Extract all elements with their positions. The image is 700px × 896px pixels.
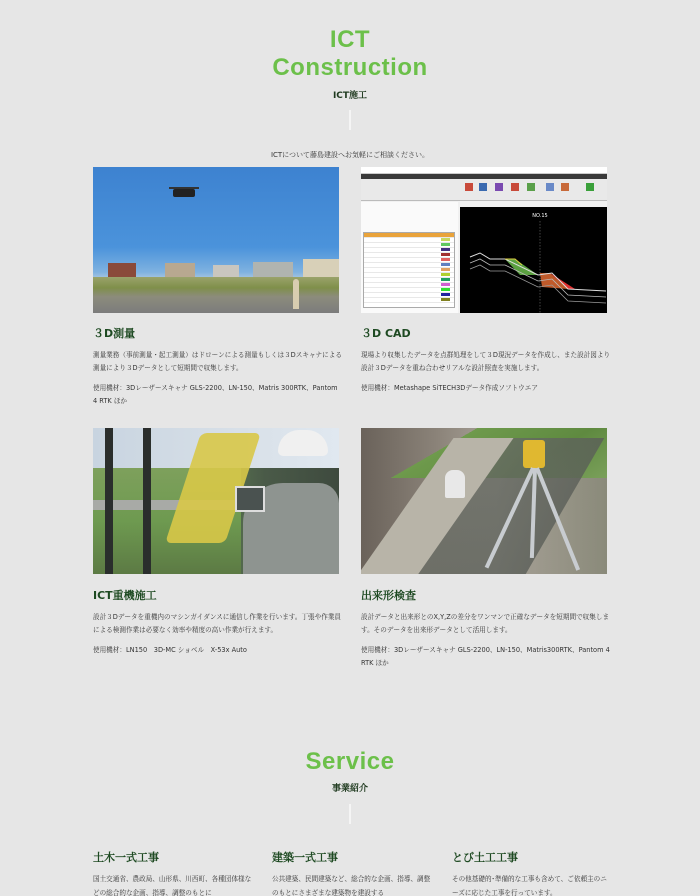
card-text-3d-survey: 測量業務（事前測量・起工測量）はドローンによる測量もしくは３Dスキャナによる測量により３Dデータとして短期間で収集します。 (93, 351, 342, 372)
guidance-tablet (235, 486, 265, 512)
service-subtitle: 事業紹介 (331, 784, 368, 794)
card-spec-ict-machine: 使用機材：LN150 3D-MC ショベル X-53x Auto (93, 646, 247, 654)
section-divider (349, 110, 351, 130)
as-built-inspection-photo (361, 428, 607, 574)
card-text-3d-cad: 現場より収集したデータを点群処理をして３D現況データを作成し、また設計図より設計３Dデータを重ね合わせリアルな設計照査を実施します。 (361, 351, 611, 372)
service-title-civil: 土木一式工事 (93, 851, 159, 864)
cad-software-screenshot (361, 167, 607, 313)
cad-property-pane (361, 202, 458, 313)
surveyor-figure (445, 470, 465, 498)
service-title-building: 建築一式工事 (272, 851, 338, 864)
cad-cross-section-view (460, 207, 607, 313)
service-text-building: 公共建築、民間建築など、総合的な企画、指導、調整のもとにさまざまな建築物を建設する (272, 875, 431, 896)
card-spec-as-built: 使用機材：3Dレーザースキャナ GLS-2200、LN-150、Matris300RTK、Pantom 4 RTK ほか (361, 646, 610, 667)
ict-title-line1: ICT (329, 26, 371, 53)
excavator-machine-guidance-photo (93, 428, 339, 574)
card-spec-3d-survey: 使用機材：3Dレーザースキャナ GLS-2200、LN-150、Matris 300RTK、Pantom 4 RTK ほか (93, 384, 338, 405)
section-divider (349, 804, 351, 824)
cad-titlebar (361, 167, 607, 174)
card-title-ict-machine: ICT重機施工 (93, 589, 157, 602)
card-text-as-built: 設計データと出来形とのX,Y,Zの差分をワンマンで正確なデータを短期間で収集します。そのデータを出来形データとして活用します。 (361, 613, 610, 634)
ict-subtitle: ICT施工 (332, 91, 368, 101)
survey-instrument (523, 440, 545, 468)
card-spec-3d-cad: 使用機材：Metashape SiTECH3Dデータ作成ソフトウエア (361, 384, 538, 392)
ground-area (93, 277, 339, 313)
service-text-civil: 国土交通省、農政局、山形県、川西町、各種団体様などの総合的な企画、指導、調整のもとに (93, 875, 252, 896)
cad-ribbon-toolbar (361, 179, 607, 201)
service-title: Service (305, 748, 395, 775)
svg-text:NO.15: NO.15 (532, 213, 548, 219)
service-title-scaffolding: とび土工工事 (452, 851, 518, 864)
drone-survey-photo (93, 167, 339, 313)
card-title-as-built: 出来形検査 (361, 589, 416, 602)
drone-icon (173, 189, 195, 197)
cad-layer-table (363, 232, 455, 308)
card-title-3d-cad: ３D CAD (361, 327, 411, 340)
card-text-ict-machine: 設計３Dデータを重機内のマシンガイダンスに通信し作業を行います。丁張や作業員による検測作業は必要なく効率や精度の高い作業が行えます。 (93, 613, 342, 634)
ict-title-line2: Construction (272, 54, 428, 81)
ict-lead-text: ICTについて藤島建設へお気軽にご相談ください。 (270, 151, 430, 159)
service-text-scaffolding: その他基礎的･準備的な工事も含めて、ご依頼主のニーズに応じた工事を行っています。 (452, 875, 607, 896)
operator-figure (293, 279, 299, 309)
card-title-3d-survey: ３D測量 (93, 327, 136, 340)
